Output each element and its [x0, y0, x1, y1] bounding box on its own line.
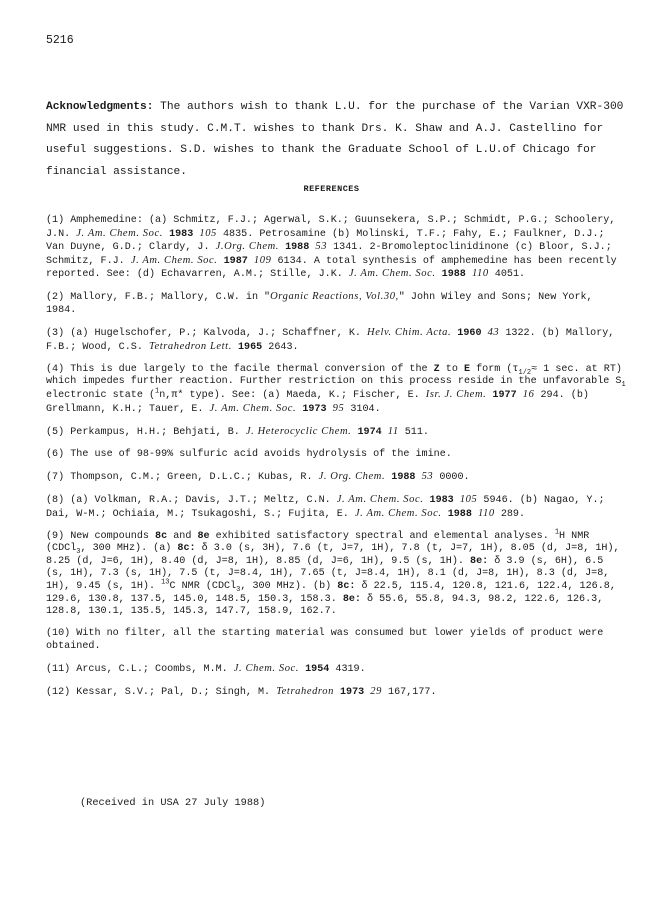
journal-name: J. Am. Chem. Soc.	[354, 507, 442, 519]
journal-name: J. Am. Chem. Soc.	[76, 227, 163, 239]
received-date: (Received in USA 27 July 1988)	[80, 797, 266, 809]
ref-volume: 29	[370, 686, 382, 698]
references-heading: REFERENCES	[303, 184, 360, 194]
ref-text: (5) Perkampus, H.H.; Behjati, B.	[46, 426, 246, 438]
ref-text: δ 3.0 (s, 3H), 7.6 (t, J=7, 1H), 7.8 (t, J=7, 1H), 8.05 (d, J=8, 1H), 8.25 (d, J=6, 1H), 8.40 (d, J=8, 1H), 8.85 (d, J=6, 1H), 9.5 (s, 1H).	[46, 543, 620, 567]
reference-10	[46, 628, 626, 653]
ref-text: " John Wiley and Sons; New York, 1984.	[46, 292, 593, 317]
ref-volume: 16	[522, 389, 535, 401]
superscript: 1	[554, 528, 560, 537]
ref-text: (8) (a) Volkman, R.A.; Davis, J.T.; Meltz, C.N.	[46, 495, 337, 506]
ref-text: 1322. (b) Mallory, F.B.; Wood, C.S.	[46, 328, 615, 353]
isomer-label: Z	[433, 363, 440, 375]
reference-1	[46, 215, 626, 282]
ref-text: 5946. (b) Nagao, Y.; Dai, W-M.; Ochiaia, M.; Tsukagoshi, S.; Fujita, E.	[46, 495, 605, 520]
ref-year: 1983	[169, 228, 194, 240]
ref-text: (11) Arcus, C.L.; Coombs, M.M.	[46, 664, 234, 676]
ref-text: 167,177.	[382, 687, 437, 699]
ref-year: 1983	[429, 495, 454, 506]
ref-volume: 110	[471, 268, 489, 280]
reference-5	[46, 426, 626, 440]
ref-volume: 110	[477, 507, 495, 519]
ref-text: form (τ	[470, 363, 519, 375]
references-list	[46, 215, 626, 709]
ref-text: 2643.	[262, 341, 299, 353]
ref-text: (2) Mallory, F.B.; Mallory, C.W. in "	[46, 292, 271, 304]
reference-9	[46, 528, 626, 619]
reference-8	[46, 494, 626, 521]
acknowledgments-paragraph	[46, 97, 626, 183]
subscript: 1	[621, 381, 626, 390]
ref-text: (4) This is due largely to the facile thermal conversion of the	[46, 363, 434, 375]
journal-name: Tetrahedron Lett.	[148, 340, 232, 352]
ref-text: 4835. Petrosamine (b) Molinski, T.F.; Fahy, E.; Faulkner, D.J.; Van Duyne, G.D.; Clardy, J.	[46, 228, 605, 254]
ref-year: 1960	[457, 328, 482, 340]
isomer-label: E	[463, 363, 471, 375]
ref-text: δ 3.9 (s, 6H), 6.5 (s, 1H), 7.3 (s, 1H), 7.5 (t, J=8.4, 1H), 7.65 (t, J=8.4, 1H), 8.1 (d, J=8, 1H), 8.3 (d, J=8, 1H), 9.45 (s, 1H).	[46, 555, 610, 593]
ref-year: 1965	[237, 341, 263, 353]
ref-text: 511.	[398, 426, 429, 438]
ref-volume: 11	[387, 425, 399, 437]
subscript: 1/2	[518, 368, 532, 377]
ref-year: 1973	[340, 687, 365, 699]
ref-text: and	[167, 530, 198, 542]
journal-name: J. Am. Chem. Soc.	[130, 254, 218, 266]
acknowledgments-heading: Acknowledgments:	[46, 101, 154, 113]
ref-year: 1954	[305, 664, 330, 676]
ref-year: 1974	[357, 426, 382, 438]
compound-label: 8e:	[342, 593, 361, 605]
ref-text: C NMR (CDCl	[169, 581, 237, 593]
ref-text: 4051.	[488, 269, 526, 281]
reference-4	[46, 364, 626, 416]
ref-volume: 43	[487, 327, 500, 339]
journal-name: J.Org. Chem.	[215, 241, 279, 253]
reference-12	[46, 686, 626, 700]
ref-text: (12) Kessar, S.V.; Pal, D.; Singh, M.	[46, 687, 277, 699]
reference-11	[46, 663, 626, 677]
journal-name: Isr. J. Chem.	[425, 389, 487, 401]
book-title: Organic Reactions, Vol.30,	[270, 291, 399, 303]
acknowledgments-text: The authors wish to thank L.U. for the purchase of the Varian VXR-300 NMR used in this study. C.M.T. wishes to thank Drs. K. Shaw and A.J. Castellino for useful suggestions. S.D. wishes to thank the Graduate School of L.U.of Chicago for financial assistance.	[46, 101, 624, 178]
ref-year: 1988	[391, 471, 416, 483]
reference-3	[46, 327, 626, 354]
ref-volume: 95	[332, 402, 345, 414]
compound-label: 8c:	[177, 543, 196, 555]
journal-name: Helv. Chim. Acta.	[367, 327, 452, 339]
ref-text: (7) Thompson, C.M.; Green, D.L.C.; Kubas, R.	[46, 471, 319, 483]
ref-volume: 53	[421, 470, 434, 482]
compound-label: 8e	[197, 530, 210, 542]
journal-name: J. Heterocyclic Chem.	[245, 425, 352, 437]
ref-text: 6134. A total synthesis of amphemedine has been recently reported. See: (d) Echavarren, A.M.; Stille, J.K.	[46, 255, 617, 281]
subscript: 3	[76, 548, 81, 557]
reference-6	[46, 449, 626, 462]
ref-text: (9) New compounds	[46, 530, 156, 542]
ref-volume: 105	[459, 494, 478, 505]
ref-text: 4319.	[329, 664, 366, 676]
ref-year: 1988	[441, 269, 466, 281]
journal-name: J. Am. Chem. Soc.	[348, 268, 436, 280]
superscript: 1	[155, 387, 160, 396]
ref-text: (10) With no filter, all the starting material was consumed but lower yields of product were obtained.	[46, 628, 604, 652]
ref-text: 289.	[494, 508, 526, 520]
journal-name: J. Am. Chem. Soc.	[209, 402, 297, 414]
subscript: 3	[236, 586, 241, 595]
ref-text: electronic state (	[46, 390, 156, 402]
ref-text: 1341. 2-Bromoleptoclinidinone (c) Bloor, S.J.; Schmitz, F.J.	[46, 242, 612, 267]
ref-text: δ 22.5, 115.4, 120.8, 121.6, 122.4, 126.8, 129.6, 130.8, 137.5, 145.0, 148.5, 150.3, 158.3.	[46, 581, 616, 605]
ref-text: δ 55.6, 55.8, 94.3, 98.2, 122.6, 126.3, 128.8, 130.1, 135.5, 145.3, 147.7, 158.9, 162.7.	[46, 593, 604, 618]
ref-text: 294. (b) Grellmann, K.H.; Tauer, E.	[46, 390, 589, 415]
ref-volume: 109	[253, 254, 272, 266]
reference-2	[46, 291, 626, 317]
journal-name: J. Org. Chem.	[318, 470, 386, 482]
ref-text: 0000.	[433, 471, 470, 483]
ref-text: exhibited satisfactory spectral and elemental analyses.	[209, 530, 555, 542]
ref-year: 1977	[492, 390, 517, 402]
journal-name: J. Chem. Soc.	[233, 663, 300, 675]
ref-text: ≈ 1 sec. at RT) which impedes further reaction. Further restriction on this process reside in the unfavorable S	[46, 363, 622, 388]
ref-text: H NMR (CDCl	[46, 530, 590, 555]
ref-text: (1) Amphemedine: (a) Schmitz, F.J.; Agerwal, S.K.; Guunsekera, S.P.; Schmidt, P.G.; Schoolery, J.N.	[46, 215, 616, 240]
ref-text: to	[439, 363, 464, 375]
ref-text: (3) (a) Hugelschofer, P.; Kalvoda, J.; Schaffner, K.	[46, 328, 368, 340]
ref-year: 1988	[447, 508, 472, 520]
journal-name: J. Am. Chem. Soc.	[336, 494, 424, 505]
ref-text: , 300 MHz). (b)	[240, 581, 338, 593]
ref-text: (6) The use of 98-99% sulfuric acid avoids hydrolysis of the imine.	[46, 448, 452, 460]
journal-name: Tetrahedron	[276, 686, 334, 698]
superscript: 13	[161, 578, 170, 587]
ref-text: , 300 MHz). (a)	[80, 543, 178, 555]
ref-year: 1987	[223, 255, 248, 267]
reference-7	[46, 471, 626, 485]
ref-year: 1973	[302, 403, 327, 415]
ref-text: 3104.	[344, 403, 381, 415]
ref-text: n,π* type). See: (a) Maeda, K.; Fischer, E.	[159, 390, 426, 402]
page-number: 5216	[46, 34, 74, 47]
ref-volume: 53	[315, 241, 328, 253]
compound-label: 8c:	[337, 581, 356, 593]
compound-label: 8c	[155, 530, 168, 542]
compound-label: 8e:	[470, 555, 489, 567]
ref-year: 1988	[285, 242, 310, 254]
ref-volume: 105	[199, 227, 217, 239]
